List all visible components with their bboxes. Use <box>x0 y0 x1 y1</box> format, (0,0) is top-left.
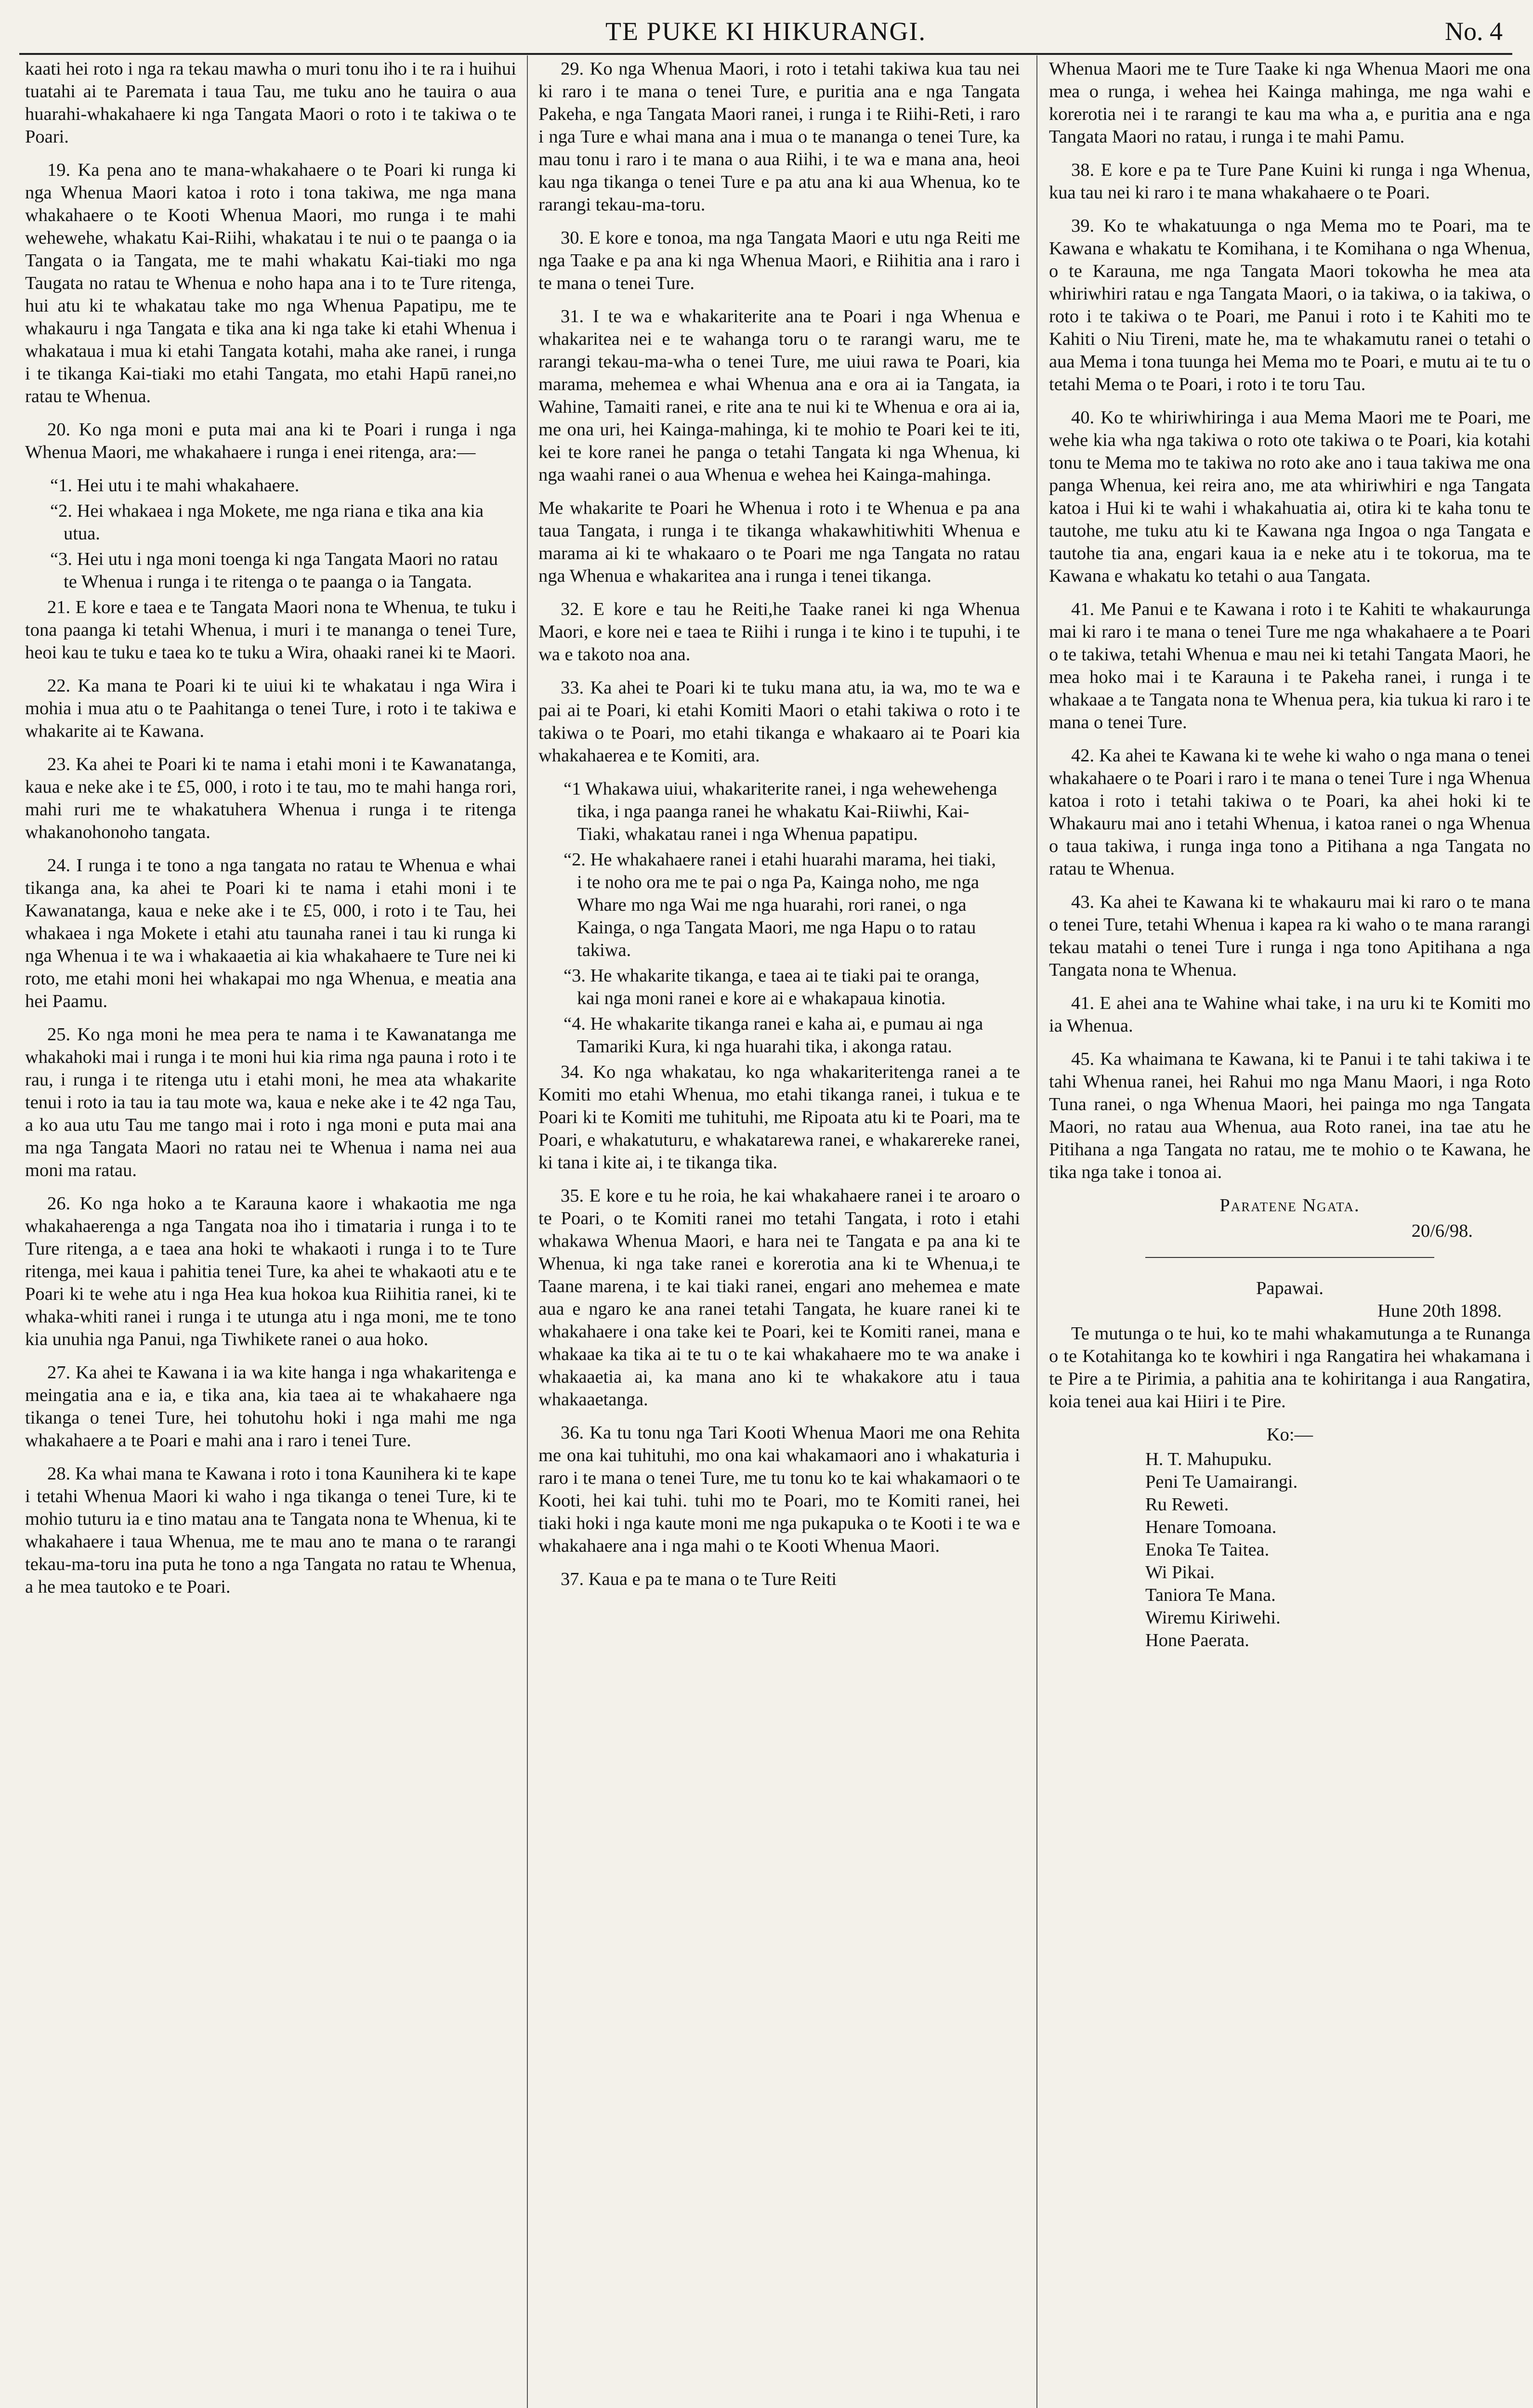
signature-name: Paratene Ngata. <box>1219 1195 1360 1216</box>
clause-paragraph: 41. Me Panui e te Kawana i roto i te Kahiti te whakaurunga mai ki raro i te mana o tenei Ture me nga whakahaere a te Poari o te takiwa, tetahi Whenua e mau nei ki tetahi Tangata Maori, he mea hoko mai i te Karauna i te Pakeha ranei, i runga i te whakaae a te Tangata nona te Whenua pera, kia tukua ki raro i te mana o tenei Ture. <box>1049 599 1531 733</box>
letter-body: Te mutunga o te hui, ko te mahi whakamutunga a te Runanga o te Kotahitanga ko te kowhiri i nga Rangatira hei whakamana i te Pire a te Pirimia, a pahitia ana te kohiritanga i aua Rangatira, koia tenei aua kai Hiiri i te Pire. <box>1049 1323 1531 1412</box>
subclause: “3. He whakarite tikanga, e taea ai te tiaki pai te oranga, kai nga moni ranei e kore ai e whakapaua kinotia. <box>563 966 980 1008</box>
clause-paragraph: 24. I runga i te tono a nga tangata no ratau te Whenua e whai tikanga ana, ka ahei te Poari ki te nama i etahi moni i te Kawanatanga, kaua e neke ake i te £5, 000, i roto i te Tau, hei whakaea i nga Mokete i etahi atu taunaha ranei i tau ki runga ki nga Whenua i te wa i whakaaetia ai kia whakahaere te Ture nei ki roto, me etahi moni hei whakapai mo nga Whenua, e meatia ana hei Paamu. <box>25 855 516 1011</box>
clause-paragraph: 29. Ko nga Whenua Maori, i roto i tetahi takiwa kua tau nei ki raro i te mana o tenei Ture, e puritia ana e nga Tangata Pakeha, e nga Tangata Maori ranei, i runga i te Riihi-Reti, i raro i nga Ture e whai mana ana i mua o te mananga o tenei Ture, ka mau tonu i raro i te mana o aua Riihi, i te wa e mana ana, heoi kau nga tikanga o tenei Ture e pa atu ana ki aua Whenua, ko te rarangi tekau-ma-toru. <box>538 59 1020 215</box>
newspaper-title: TE PUKE KI HIKURANGI. <box>605 17 926 46</box>
column-3-clauses <box>1049 58 1531 1184</box>
clause-paragraph: 36. Ka tu tonu nga Tari Kooti Whenua Maori me ona Rehita me ona kai tuhituhi, mo ona kai whakamaori ano i whakaturia i raro i te mana o tenei Ture, me tu tonu ko te kai whakamaori o te Kooti, hei kai tuhi. tuhi mo te Poari, mo te Komiti ranei, hei tiaki hoki i nga kaute moni me nga pukapuka o te Kooti i te wa e whakahaere ana i nga mahi o te Kooti Whenua Maori. <box>538 1423 1020 1556</box>
signatory-name: Enoka Te Taitea. <box>1145 1540 1270 1560</box>
clause-paragraph: 28. Ka whai mana te Kawana i roto i tona Kaunihera ki te kape i tetahi Whenua Maori ki waho i nga tikanga o tenei Ture, ki te mohio tuturu ia e tino matau ana te Tangata nona te Whenua, ki te whakahaere i taua Whenua, me te mau ano te mana o te rarangi tekau-ma-toru ina puta he tono a nga Tangata no ratau te Whenua, a he mea tautoko e te Poari. <box>25 1464 516 1597</box>
clause-paragraph: 41. E ahei ana te Wahine whai take, i na uru ki te Komiti mo ia Whenua. <box>1049 993 1531 1036</box>
clause-paragraph: 30. E kore e tonoa, ma nga Tangata Maori e utu nga Reiti me nga Taake e pa ana ki nga Whenua Maori, e Riihitia ana i raro i te mana o tenei Ture. <box>538 228 1020 293</box>
subclause: “3. Hei utu i nga moni toenga ki nga Tangata Maori no ratau te Whenua i runga i te ritenga o te paanga o ia Tangata. <box>50 549 498 592</box>
clause-paragraph: 34. Ko nga whakatau, ko nga whakariteritenga ranei a te Komiti mo etahi Whenua, mo etahi tikanga ranei, i tukua e te Poari ki te Komiti me tuhituhi, me Ripoata atu ki te Poari, ma te Poari, e whakatuturu, e whakatarewa ranei, e whakarereke ranei, ki tana i kite ai, i te tikanga tika. <box>538 1062 1020 1173</box>
clause-paragraph: 23. Ka ahei te Poari ki te nama i etahi moni i te Kawanatanga, kaua e neke ake i te £5, 000, i roto i te tau, mo te mahi hanga rori, mahi ruri me te whakatuhera Whenua i runga i te ritenga whakanohonoho tangata. <box>25 754 516 842</box>
clause-paragraph: Whenua Maori me te Ture Taake ki nga Whenua Maori me ona mea o runga, i wehea hei Kainga mahinga, me nga wahi e korerotia nei i te rarangi te kau ma wha a, e puritia ana e nga Tangata Maori no ratau, i runga i te mahi Pamu. <box>1049 59 1531 147</box>
clause-paragraph: 22. Ka mana te Poari ki te uiui ki te whakatau i nga Wira i mohia i mua atu o te Paahitanga o tenei Ture, i roto i te takiwa e whakarite ai te Kawana. <box>25 676 516 741</box>
clause-paragraph: kaati hei roto i nga ra tekau mawha o muri tonu iho i te ra i huihui tuatahi ai te Paremata i taua Tau, me tuku ano he tauira o aua huarahi-whakahaere ki nga Tangata Maori o roto i te takiwa o te Poari. <box>25 59 516 147</box>
issue-number: No. 4 <box>1445 17 1503 46</box>
page-header <box>19 13 1512 47</box>
clause-paragraph: 43. Ka ahei te Kawana ki te whakauru mai ki raro o te mana o tenei Ture, tetahi Whenua i kapea ra ki waho o te mana rarangi tekau matahi o tenei Ture i runga i nga tono Apitihana a nga Tangata nona te Whenua. <box>1049 892 1531 980</box>
letter-date: Hune 20th 1898. <box>1377 1301 1502 1321</box>
clause-paragraph: Me whakarite te Poari he Whenua i roto i te Whenua e pa ana taua Tangata, i runga i te tikanga whakawhitiwhiti Whenua e marama ai ki te whakaaro o te Poari me nga Tangata no ratau nga Whenua e whakaritea ana i runga i tenei tikanga. <box>538 498 1020 586</box>
clause-paragraph: 19. Ka pena ano te mana-whakahaere o te Poari ki runga ki nga Whenua Maori katoa i roto i tona takiwa, me nga mana whakahaere o te Kooti Whenua Maori, mo runga i te mahi wehewehe, whakatu Kai-Riihi, whakatau i te nui o te paanga o ia Tangata o ia Tangata, me te mahi whakatu Kai-tiaki mo nga Taugata no ratau te Whenua e noho hapa ana i to te Ture ritenga, hui atu ki te whakatau take mo nga Whenua Papatipu, me te whakauru i nga Tangata e tika ana ki nga take ki etahi Whenua i whakataua i mua ki etahi Tangata kotahi, maha ake ranei, i runga i te tikanga Kai-tiaki mo etahi Tangata, mo etahi Hapū ranei,no ratau te Whenua. <box>25 160 516 406</box>
signatory-name: H. T. Mahupuku. <box>1145 1449 1272 1469</box>
signatory-name: Peni Te Uamairangi. <box>1145 1472 1298 1492</box>
clause-paragraph: 42. Ka ahei te Kawana ki te wehe ki waho o nga mana o tenei whakahaere o te Poari i raro i te mana o tenei Ture i nga Whenua katoa i roto i tetahi takiwa o te Poari, ka ahei hoki ki te Whakauru mai ano i tetahi Whenua, i katoa ranei o nga Whenua o taua takiwa, i runga inga tono a Pitihana a nga Tangata no ratau te Whenua. <box>1049 746 1531 879</box>
column-2 <box>538 58 1020 2408</box>
signatory-name: Wi Pikai. <box>1145 1562 1215 1583</box>
signatory-name: Henare Tomoana. <box>1145 1517 1277 1537</box>
clause-paragraph: 32. E kore e tau he Reiti,he Taake ranei ki nga Whenua Maori, e kore nei e taea te Riihi i runga i te kino i te tupuhi, i te wa e takoto noa ana. <box>538 599 1020 665</box>
clause-paragraph: 45. Ka whaimana te Kawana, ki te Panui i te tahi takiwa i te tahi Whenua ranei, hei Rahui mo nga Manu Maori, i nga Roto Tuna ranei, o nga Whenua Maori, hei painga mo nga Tangata Maori, no ratau aua Whenua, aua Roto ranei, ina tae atu he Pitihana a nga Tangata no ratau, me te mohio o te Kawana, he tika nga take i tonoa ai. <box>1049 1049 1531 1182</box>
column-3 <box>1049 58 1531 2408</box>
signatory-name: Hone Paerata. <box>1145 1630 1249 1650</box>
clause-paragraph: 40. Ko te whiriwhiringa i aua Mema Maori me te Poari, me wehe kia wha nga takiwa o roto ote takiwa o te Poari, kia kotahi tonu te Mema mo te takiwa no roto ake ano i taua takiwa me ona panga Whenua, kei reira ano, me ata whiriwhiri e nga Tangata katoa i Hui ki te wahi i whakahuatia ai, otira ki te kaha tonu te tautohe, me tuku atu ki te Kawana nga Ingoa o nga Tangata e tautohe tia ana, engari kaua ia e neke atu i te tokorua, ma te Kawana e whakatu ko tetahi o aua Tangata. <box>1049 407 1531 586</box>
subclause: “1 Whakawa uiui, whakariterite ranei, i nga wehewehenga tika, i nga paanga ranei he whakatu Kai-Riiwhi, Kai-Tiaki, whakatau ranei i nga Whenua papatipu. <box>563 779 997 844</box>
clause-paragraph: 25. Ko nga moni he mea pera te nama i te Kawanatanga me whakahoki mai i runga i te moni hui kia rima nga pauna i roto i te rau, i runga i te ritenga utu i etahi moni, he mea ata whakarite tenui i roto ia tau ia tau mote wa, kaua e neke ake i te 42 nga Tau, a ko aua utu Tau me tango mai i roto i nga moni e puta mai ana ma nga Tangata Maori no ratau nei te Whenua i nama nei aua moni ma ratau. <box>25 1024 516 1180</box>
clause-paragraph: 31. I te wa e whakariterite ana te Poari i nga Whenua e whakaritea nei e te wahanga toru o te rarangi waru, me te rarangi tekau-ma-wha o tenei Ture, me uiui rawa te Poari, kia marama, mehemea e whai Whenua ana e ora ai ia Tangata, ia Wahine, Tamaiti ranei, e rite ana te nui ki te Whenua e ora ai ia, me ona uri, hei Kainga-mahinga, ki te mohio te Poari kei te iti, kei te kore ranei he panga o tetahi Tangata ki nga Whenua, ki nga waahi ranei o aua Whenua e wehea hei Kainga-mahinga. <box>538 306 1020 485</box>
letter-place: Papawai. <box>1256 1278 1324 1298</box>
subclause: “1. Hei utu i te mahi whakahaere. <box>50 475 300 496</box>
signatory-name: Ru Reweti. <box>1145 1494 1229 1515</box>
signatory-name: Taniora Te Mana. <box>1145 1585 1276 1605</box>
clause-paragraph: 37. Kaua e pa te mana o te Ture Reiti <box>561 1569 837 1589</box>
clause-paragraph: 21. E kore e taea e te Tangata Maori nona te Whenua, te tuku i tona paanga ki tetahi Whenua, i muri i te mananga o tenei Ture, heoi kau te tuku e taea ko te tuku a Wira, ohaaki ranei ki te Maori. <box>25 597 516 663</box>
section-divider <box>1145 1257 1434 1258</box>
signature-date: 20/6/98. <box>1411 1221 1473 1241</box>
clause-paragraph: 38. E kore e pa te Ture Pane Kuini ki runga i nga Whenua, kua tau nei ki raro i te mana whakahaere o te Poari. <box>1049 160 1531 203</box>
clause-paragraph: 39. Ko te whakatuunga o nga Mema mo te Poari, ma te Kawana e whakatu te Komihana, i te Komihana o nga Whenua, o te Karauna, me nga Tangata Maori tokowha he mea ata whiriwhiri ratau e nga Tangata Maori, o ia takiwa, o ia takiwa, o roto i te takiwa o te Poari, me Panui i roto i te Kahiti mo te Kahiti o Niu Tireni, mate he, ma te whakamutu ranei o tetahi o aua Mema i tona tuunga hei Mema mo te Poari, e mutu ai te tu o tetahi Mema o te Poari, i roto i te toru Tau. <box>1049 216 1531 394</box>
clause-paragraph: 35. E kore e tu he roia, he kai whakahaere ranei i te aroaro o te Poari, o te Komiti ranei mo tetahi Tangata, i roto i etahi whakawa Whenua Maori, e hara nei te Tangata e pa ana ki te Whenua, ki nga take ranei e korerotia ana ki te Whenua,i te Taane marena, i te kai tiaki ranei, engari ano mehemea e mate aua e ngaro ke ana ranei tetahi Tangata, he kuare ranei ki te whakahaere i ona take kei te Poari, kei te Komiti ranei, mana e whakaae ka tika ai te tu o te kai whakahaere mo te wa anake i whakaaetia ai, ka mana ano ki te whakakore atu i taua whakaaetanga. <box>538 1186 1020 1410</box>
column-divider <box>527 55 528 2408</box>
clause-paragraph: 33. Ka ahei te Poari ki te tuku mana atu, ia wa, mo te wa e pai ai te Poari, ki etahi Komiti Maori o etahi takiwa o roto i te takiwa o te Poari, mo etahi tikanga e whakaaro ai te Poari kia whakahaerea e te Komiti, ara. <box>538 678 1020 766</box>
subclause: “2. He whakahaere ranei i etahi huarahi marama, hei tiaki, i te noho ora me te pai o nga Pa, Kainga noho, me nga Whare mo nga Wai me nga huarahi, rori ranei, o nga Kainga, o nga Tangata Maori, me nga Hapu o to ratau takiwa. <box>563 850 996 960</box>
subclause: “2. Hei whakaea i nga Mokete, me nga riana e tika ana kia utua. <box>50 501 484 544</box>
subclause: “4. He whakarite tikanga ranei e kaha ai, e pumau ai nga Tamariki Kura, ki nga huarahi tika, i akonga ratau. <box>563 1014 983 1057</box>
clause-paragraph: 26. Ko nga hoko a te Karauna kaore i whakaotia me nga whakahaerenga a nga Tangata noa iho i timataria i runga i to te Ture ritenga, a e taea ana hoki te whakaoti i runga i to te Ture ritenga, mei kaua i pahitia tenei Ture, ka ahei te whakaoti atu e te Poari ki te wehe atu i nga Hea kua hokoa kua Riihitia ranei, ki te whaka-whiti ranei i runga i te utunga atu i nga moni, me te tono kia unuhia nga Panui, nga Tiwhikete ranei o aua hoko. <box>25 1193 516 1349</box>
clause-paragraph: 27. Ka ahei te Kawana i ia wa kite hanga i nga whakaritenga e meingatia ana e ia, e tika ana, kia taea ai te whakahaere nga tikanga o tenei Ture, hei tohutohu hoki i nga mahi me nga whakahaere a te Poari e mahi ana i raro i tenei Ture. <box>25 1362 516 1451</box>
signatories-heading: Ko:— <box>1266 1425 1313 1445</box>
clause-paragraph: 20. Ko nga moni e puta mai ana ki te Poari i runga i nga Whenua Maori, me whakahaere i runga i enei ritenga, ara:— <box>25 419 516 462</box>
signatories-list <box>1145 1448 1531 1652</box>
column-divider <box>1036 55 1037 2408</box>
signatory-name: Wiremu Kiriwehi. <box>1145 1608 1281 1628</box>
column-1 <box>25 58 516 2408</box>
header-rule <box>19 53 1512 55</box>
